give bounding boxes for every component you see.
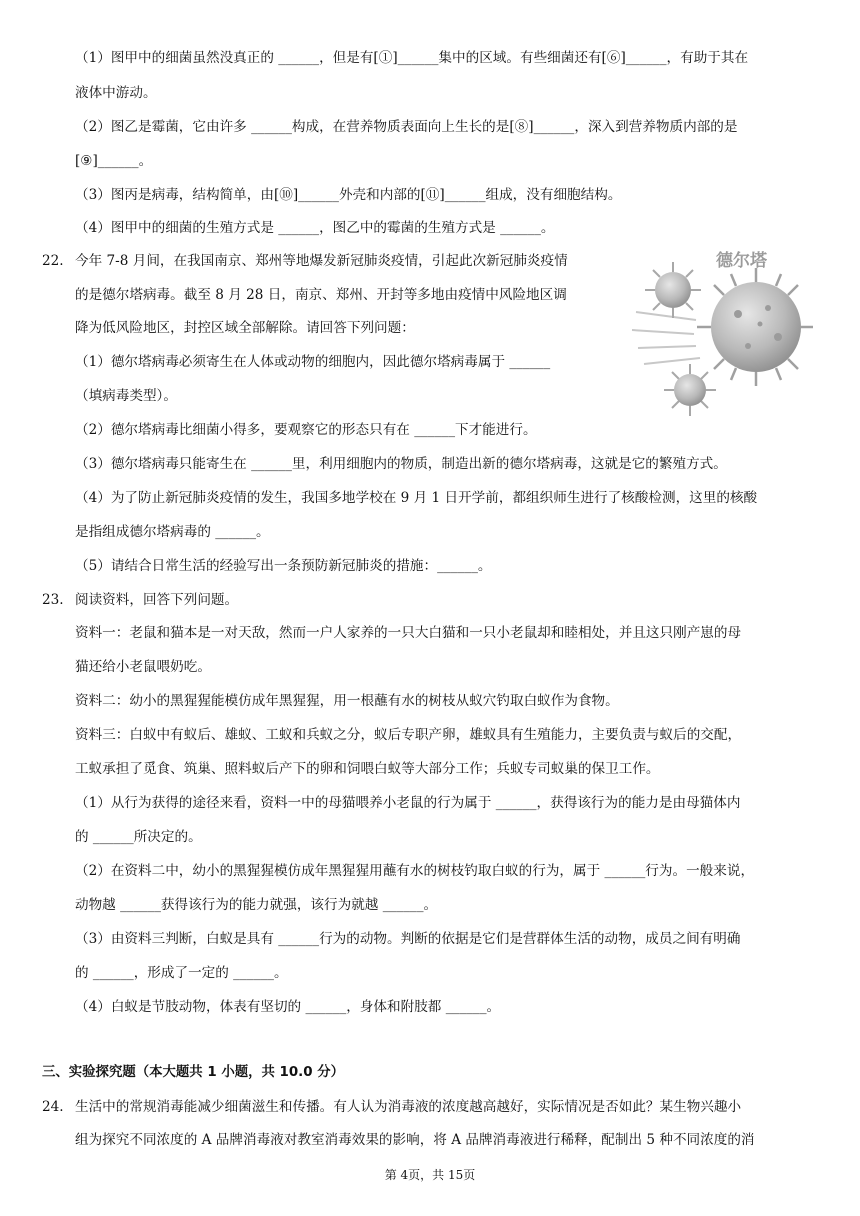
q22-sub1-line1: （1）德尔塔病毒必须寄生在人体或动物的细胞内，因此德尔塔病毒属于 ______ (75, 354, 551, 370)
motion-lines (632, 312, 700, 364)
q22-sub5: （5）请结合日常生活的经验写出一条预防新冠肺炎的措施：______。 (75, 558, 492, 574)
q23-material3-line2: 工蚁承担了觅食、筑巢、照料蚁后产下的卵和饲喂白蚁等大部分工作；兵蚁专司蚁巢的保卫工作。 (75, 761, 660, 777)
small-virus-icon-2 (664, 364, 716, 416)
q22-sub3: （3）德尔塔病毒只能寄生在 ______里，利用细胞内的物质，制造出新的德尔塔病毒，这就是它的繁殖方式。 (75, 456, 727, 472)
q22-stem-line3: 降为低风险地区，封控区域全部解除。请回答下列问题： (75, 320, 415, 336)
q23-sub2-line2: 动物越 ______获得该行为的能力就强，该行为就越 ______。 (75, 897, 438, 913)
q23-sub3-line2: 的 ______，形成了一定的 ______。 (75, 965, 288, 981)
section-title: 三、实验探究题（本大题共 1 小题，共 10.0 分） (42, 1065, 345, 1080)
page-footer: 第 4页，共 15页 (384, 1168, 476, 1182)
q23-material3-line1: 资料三：白蚁中有蚁后、雄蚁、工蚁和兵蚁之分，蚁后专职产卵，雄蚁具有生殖能力，主要负责与蚁后的交配， (75, 727, 742, 743)
q22-sub4-line2: 是指组成德尔塔病毒的 ______。 (75, 524, 270, 540)
q22-sub1-line2: （填病毒类型）。 (75, 388, 177, 404)
q23-sub1-line1: （1）从行为获得的途径来看，资料一中的母猫喂养小老鼠的行为属于 ______，获得该行为的能力是由母猫体内 (75, 795, 741, 811)
q22-stem-line1: 今年 7-8 月间，在我国南京、郑州等地爆发新冠肺炎疫情，引起此次新冠肺炎疫情 (75, 253, 568, 269)
q24-stem-line2: 组为探究不同浓度的 A 品牌消毒液对教室消毒效果的影响，将 A 品牌消毒液进行稀释，配制出 5 种不同浓度的消 (75, 1132, 755, 1148)
q23-sub4: （4）白蚁是节肢动物，体表有坚切的 ______，身体和附肢都 ______。 (75, 999, 501, 1015)
q23-sub2-line1: （2）在资料二中，幼小的黑猩猩模仿成年黑猩猩用蘸有水的树枝钓取白蚁的行为，属于 ______行为。一般来说， (75, 863, 755, 879)
q21-sub2-line2: [⑨]______。 (75, 153, 153, 169)
q23-material1-line1: 资料一：老鼠和猫本是一对天敌，然而一户人家养的一只大白猫和一只小老鼠却和睦相处，并且这只刚产崽的母 (75, 625, 742, 641)
q21-sub1-line1: （1）图甲中的细菌虽然没真正的 ______，但是有[①]______集中的区域。有些细菌还有[⑥]______，有助于其在 (75, 50, 749, 66)
q21-sub1-line2: 液体中游动。 (75, 85, 157, 101)
q23-intro: 阅读资料，回答下列问题。 (75, 592, 239, 608)
delta-virus-figure (628, 242, 818, 422)
virus-illustration (628, 242, 818, 422)
figure-label: 德尔塔 (716, 251, 767, 271)
q23-number: 23. (42, 592, 64, 608)
q23-material2: 资料二：幼小的黑猩猩能模仿成年黑猩猩，用一根蘸有水的树枝从蚁穴钓取白蚁作为食物。 (75, 693, 619, 709)
q22-stem-line2: 的是德尔塔病毒。截至 8 月 28 日，南京、郑州、开封等多地由疫情中风险地区调 (75, 287, 567, 303)
q24-number: 24. (42, 1099, 64, 1115)
large-virus-icon (697, 268, 813, 386)
q21-sub2-line1: （2）图乙是霉菌，它由许多 ______构成，在营养物质表面向上生长的是[⑧]______，深入到营养物质内部的是 (75, 119, 738, 135)
q22-number: 22. (42, 253, 64, 269)
q22-sub2: （2）德尔塔病毒比细菌小得多，要观察它的形态只有在 ______下才能进行。 (75, 422, 537, 438)
q23-material1-line2: 猫还给小老鼠喂奶吃。 (75, 659, 211, 675)
q23-sub1-line2: 的 ______所决定的。 (75, 829, 202, 845)
small-virus-icon (645, 262, 701, 318)
q22-sub4-line1: （4）为了防止新冠肺炎疫情的发生，我国多地学校在 9 月 1 日开学前，都组织师生进行了核酸检测，这里的核酸 (75, 490, 758, 506)
q21-sub4: （4）图甲中的细菌的生殖方式是 ______，图乙中的霉菌的生殖方式是 ______。 (75, 220, 555, 236)
q23-sub3-line1: （3）由资料三判断，白蚁是具有 ______行为的动物。判断的依据是它们是营群体生活的动物，成员之间有明确 (75, 931, 741, 947)
q24-stem-line1: 生活中的常规消毒能减少细菌滋生和传播。有人认为消毒液的浓度越高越好，实际情况是否如此？某生物兴趣小 (75, 1099, 742, 1115)
q21-sub3: （3）图丙是病毒，结构简单，由[⑩]______外壳和内部的[⑪]______组成，没有细胞结构。 (75, 187, 622, 203)
